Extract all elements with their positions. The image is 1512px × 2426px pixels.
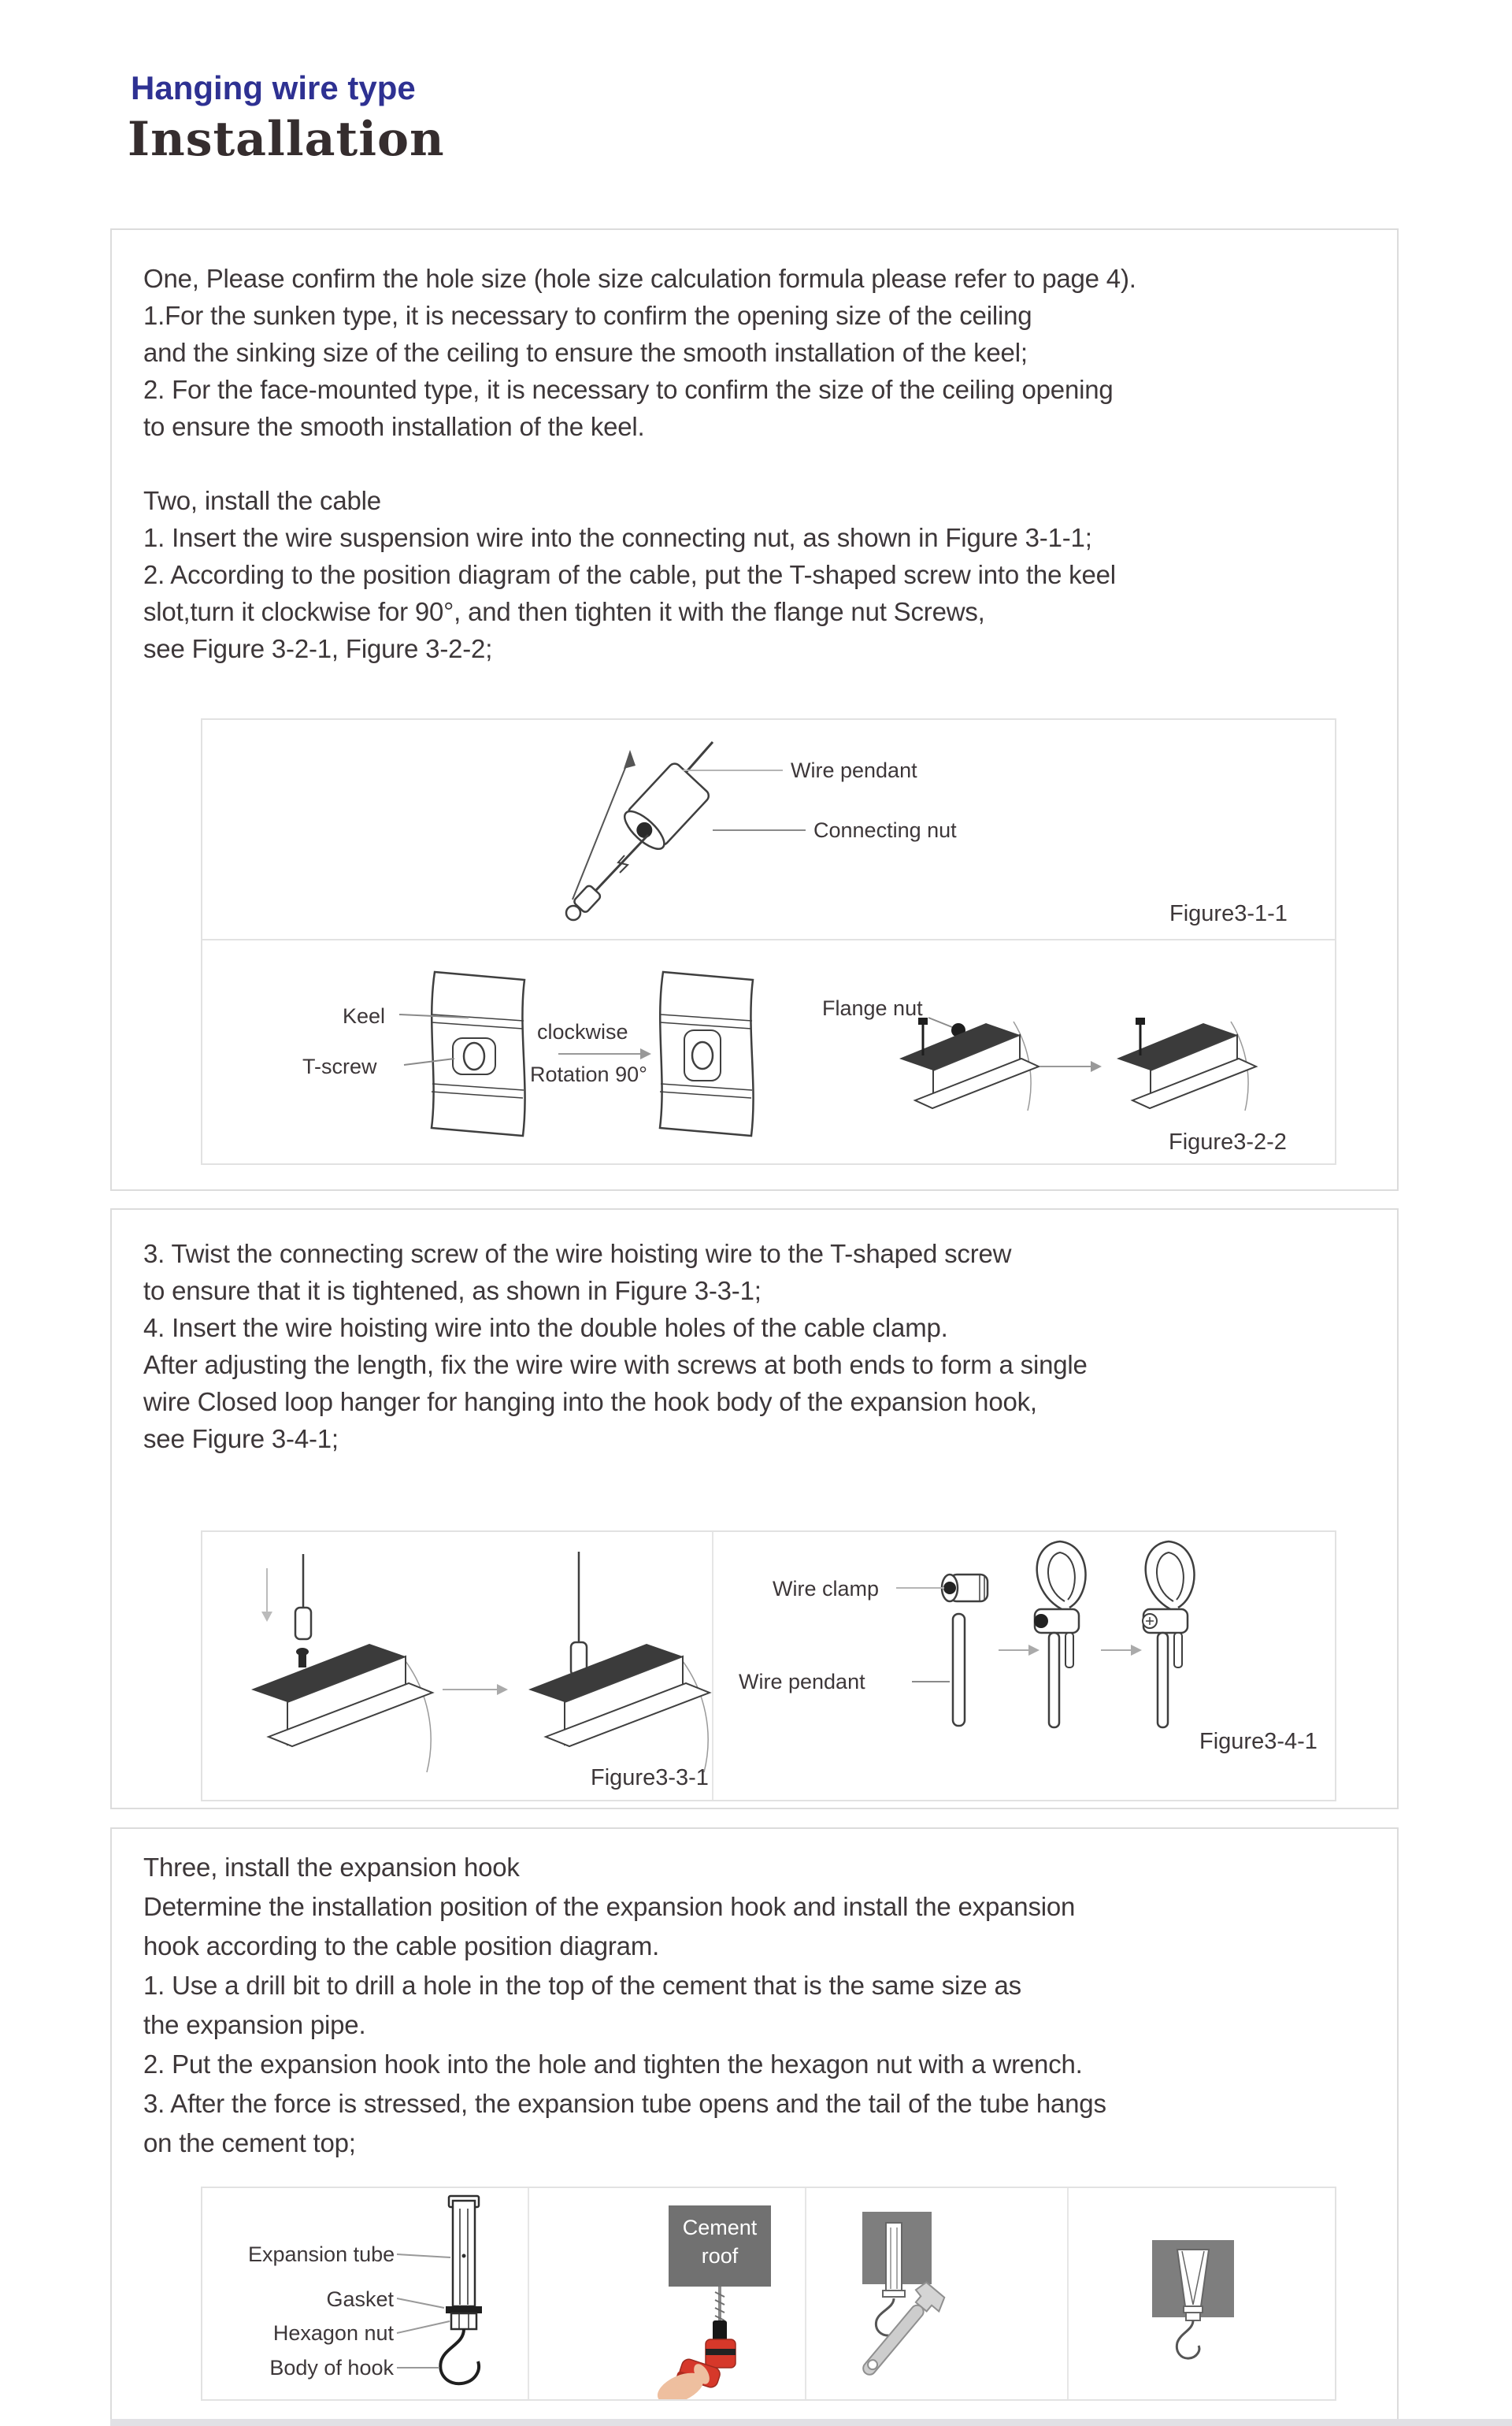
cement-roof-line2: roof	[701, 2244, 739, 2268]
figure-3-2-2-panel	[202, 939, 1335, 1163]
body-line: 2. Put the expansion hook into the hole and tighten the hexagon nut with a wrench.	[143, 2049, 1083, 2079]
body-line: After adjusting the length, fix the wire wire with screws at both ends to form a single	[143, 1350, 1088, 1379]
connecting-nut-label: Connecting nut	[813, 818, 957, 842]
clockwise-label: clockwise	[537, 1020, 628, 1044]
wire-clamp-loop-drawing	[713, 1532, 1335, 1800]
body-line: One, Please confirm the hole size (hole size calculation formula please refer to page 4).	[143, 264, 1136, 293]
body-line: 1. Insert the wire suspension wire into the connecting nut, as shown in Figure 3-1-1;	[143, 523, 1092, 552]
body-line: to ensure the smooth installation of the keel.	[143, 412, 645, 441]
t-screw-label: T-screw	[302, 1055, 377, 1078]
figure-3-1-1-caption: Figure3-1-1	[1169, 901, 1288, 926]
figure-box-2	[201, 1530, 1336, 1801]
body-line: see Figure 3-4-1;	[143, 1424, 339, 1453]
hexagon-nut-label: Hexagon nut	[272, 2321, 394, 2345]
body-line: on the cement top;	[143, 2128, 356, 2157]
figure-3-4-1-caption: Figure3-4-1	[1199, 1729, 1317, 1754]
figure-box-1	[201, 718, 1336, 1165]
keel-label: Keel	[343, 1004, 386, 1028]
paragraph-twist-screw	[143, 1235, 1088, 1457]
wire-pendant-connecting-nut-drawing	[202, 720, 1335, 939]
keel-t-screw-flange-nut-drawing	[202, 939, 1335, 1163]
rotation-90-label: Rotation 90°	[530, 1063, 647, 1086]
keel-hanging-wire-drawing	[202, 1532, 712, 1800]
body-line: to ensure that it is tightened, as shown in Figure 3-3-1;	[143, 1276, 762, 1305]
figure-3-3-1-caption: Figure3-3-1	[591, 1765, 709, 1790]
paragraph-install-cable	[143, 482, 1116, 667]
body-line: the expansion pipe.	[143, 2010, 366, 2039]
figure-3-2-2-caption: Figure3-2-2	[1169, 1130, 1287, 1155]
page-title: Installation	[128, 112, 445, 167]
body-line: 2. For the face-mounted type, it is necessary to confirm the size of the ceiling opening	[143, 375, 1114, 404]
wire-pendant-label: Wire pendant	[791, 759, 917, 782]
wire-pendant-label-2: Wire pendant	[739, 1670, 865, 1693]
figure-3-1-1-panel	[202, 720, 1335, 939]
body-line: hook according to the cable position diagram.	[143, 1931, 660, 1960]
cement-roof-label	[669, 2213, 771, 2270]
cement-roof-line1: Cement	[682, 2216, 758, 2239]
figure-box-3	[201, 2187, 1336, 2401]
body-line: Determine the installation position of the expansion hook and install the expansion	[143, 1892, 1076, 1921]
wire-clamp-label: Wire clamp	[773, 1577, 880, 1601]
expansion-tube-label: Expansion tube	[248, 2242, 395, 2266]
body-line: 1. Use a drill bit to drill a hole in the top of the cement that is the same size as	[143, 1971, 1021, 2000]
flange-nut-label: Flange nut	[822, 996, 923, 1020]
body-line: and the sinking size of the ceiling to ensure the smooth installation of the keel;	[143, 338, 1028, 367]
paragraph-expansion-hook	[143, 1848, 1106, 2163]
body-line: slot,turn it clockwise for 90°, and then tighten it with the flange nut Screws,	[143, 597, 985, 626]
body-line: 1.For the sunken type, it is necessary to confirm the opening size of the ceiling	[143, 301, 1032, 330]
body-line: wire Closed loop hanger for hanging into the hook body of the expansion hook,	[143, 1387, 1037, 1416]
section-two-box	[110, 1208, 1399, 1809]
body-line: Two, install the cable	[143, 486, 381, 515]
next-page-edge	[110, 2419, 1512, 2426]
page-subtitle: Hanging wire type	[131, 69, 416, 106]
body-line: 3. Twist the connecting screw of the wire hoisting wire to the T-shaped screw	[143, 1239, 1012, 1268]
body-line: 3. After the force is stressed, the expansion tube opens and the tail of the tube hangs	[143, 2089, 1106, 2118]
figure-3-3-1-panel	[202, 1532, 712, 1800]
section-one-box	[110, 228, 1399, 1191]
body-line: Three, install the expansion hook	[143, 1853, 520, 1882]
section-three-box	[110, 1827, 1399, 2424]
body-line: 2. According to the position diagram of the cable, put the T-shaped screw into the keel	[143, 560, 1116, 589]
paragraph-confirm-hole-size	[143, 260, 1136, 445]
body-line: 4. Insert the wire hoisting wire into the double holes of the cable clamp.	[143, 1313, 948, 1342]
body-line: see Figure 3-2-1, Figure 3-2-2;	[143, 634, 493, 663]
figure-3-4-1-panel	[713, 1532, 1335, 1800]
body-of-hook-label: Body of hook	[269, 2356, 394, 2380]
gasket-label: Gasket	[326, 2287, 394, 2311]
